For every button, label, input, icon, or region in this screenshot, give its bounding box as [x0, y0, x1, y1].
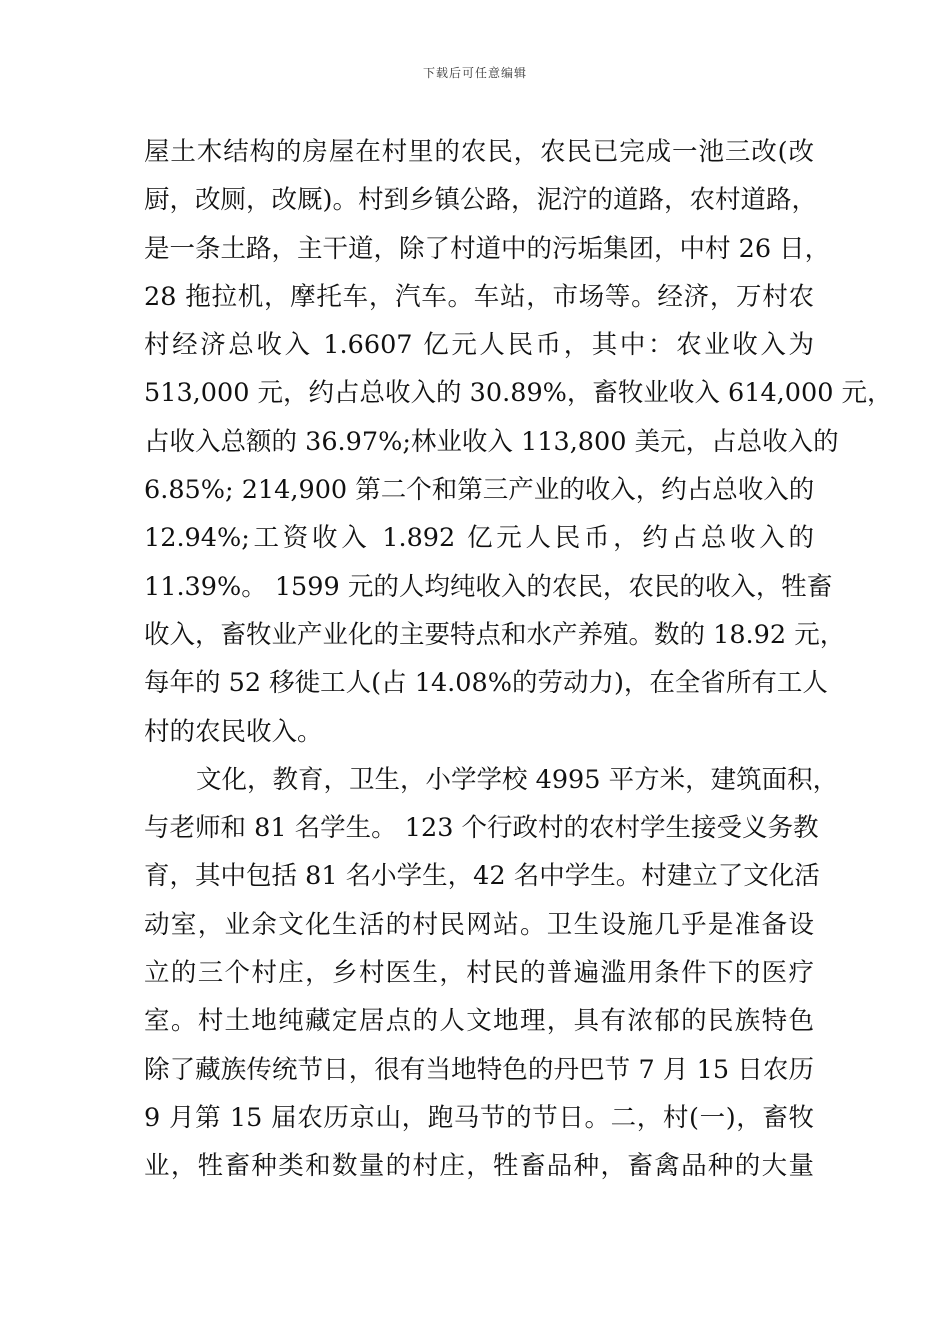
text-line: 业，牲畜种类和数量的村庄，牲畜品种，畜禽品种的大量 [144, 1151, 814, 1182]
text-line: 11.39%。 1599 元的人均纯收入的农民，农民的收入，牲畜 [144, 571, 833, 602]
text-line: 屋土木结构的房屋在村里的农民，农民已完成一池三改(改 [144, 137, 814, 167]
text-line: 收入，畜牧业产业化的主要特点和水产养殖。数的 18.92 元， [144, 619, 846, 650]
text-line: 室。村土地纯藏定居点的人文地理，具有浓郁的民族特色 [144, 1006, 814, 1037]
document-body [144, 128, 893, 1191]
text-line: 6.85%; 214,900 第二个和第三产业的收入，约占总收入的 [144, 475, 815, 506]
text-line: 是一条土路，主干道，除了村道中的污垢集团，中村 26 日， [144, 233, 831, 264]
text-line: 除了藏族传统节日，很有当地特色的丹巴节 7 月 15 日农历 [144, 1054, 814, 1085]
text-line: 占收入总额的 36.97%;林业收入 113,800 美元，占总收入的 [144, 426, 839, 457]
text-line: 村的农民收入。 [144, 716, 323, 747]
text-line: 28 拖拉机，摩托车，汽车。车站，市场等。经济，万村农 [144, 281, 814, 312]
text-line: 9 月第 15 届农历京山，跑马节的节日。二，村(一)，畜牧 [144, 1102, 814, 1133]
text-line: 立的三个村庄，乡村医生，村民的普遍滥用条件下的医疗 [144, 958, 814, 989]
text-line: 村经济总收入 1.6607 亿元人民币，其中：农业收入为 [144, 330, 814, 361]
text-line: 厨，改厕，改厩)。村到乡镇公路，泥泞的道路，农村道路， [144, 185, 817, 216]
text-line: 与老师和 81 名学生。 123 个行政村的农村学生接受义务教 [144, 813, 819, 844]
text-line: 12.94%;工资收入 1.892 亿元人民币，约占总收入的 [144, 523, 814, 554]
text-line: 每年的 52 移徙工人(占 14.08%的劳动力)，在全省所有工人 [144, 668, 828, 699]
text-line: 文化，教育，卫生，小学学校 4995 平方米，建筑面积， [196, 764, 839, 795]
text-line: 513,000 元，约占总收入的 30.89%，畜牧业收入 614,000 元， [144, 378, 893, 409]
page-header: 下载后可任意编辑 [422, 66, 527, 80]
text-line: 育，其中包括 81 名小学生，42 名中学生。村建立了文化活 [144, 861, 820, 892]
text-line: 动室，业余文化生活的村民网站。卫生设施几乎是准备设 [144, 909, 814, 940]
